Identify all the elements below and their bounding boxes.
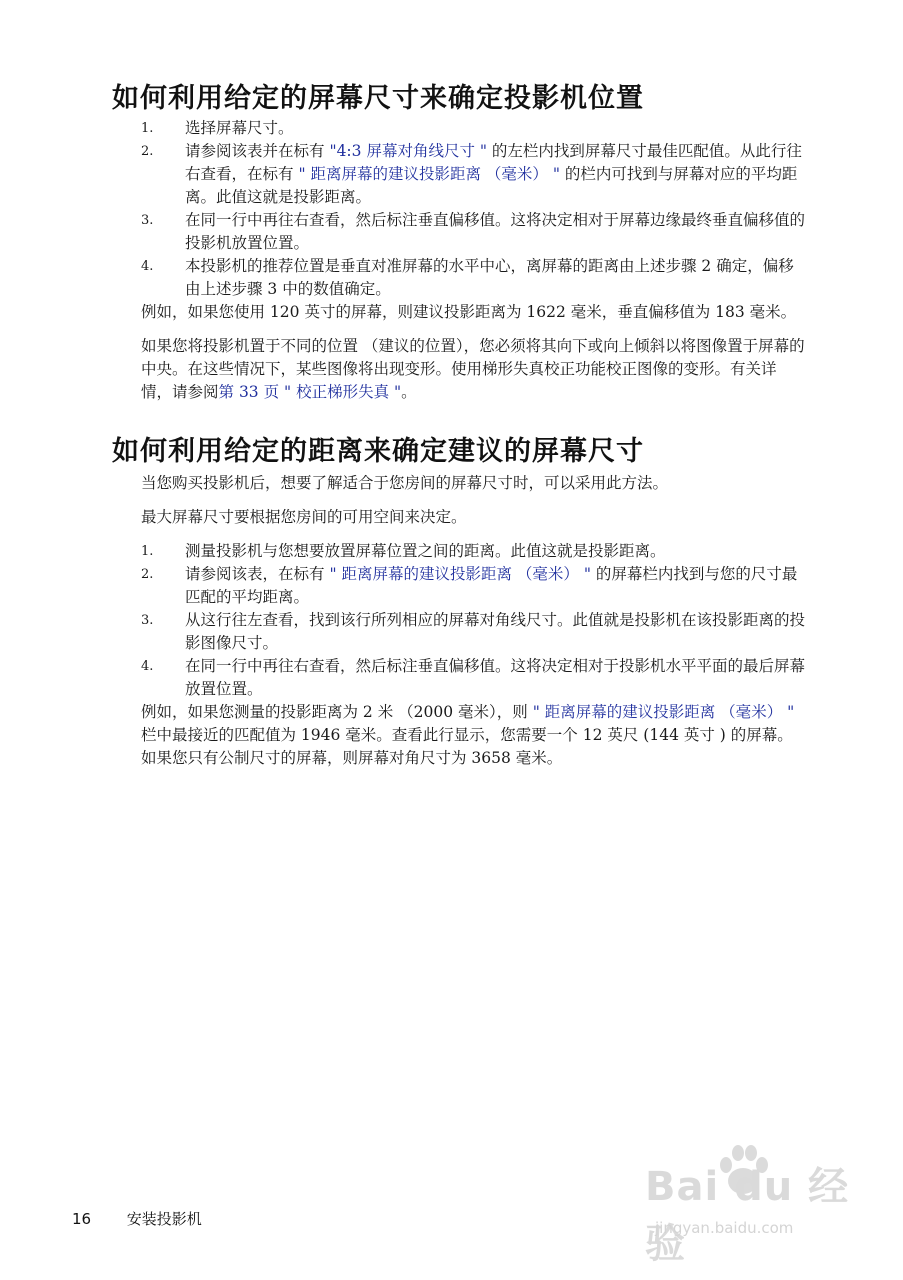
step-item [0, 140, 805, 209]
step-number: 1. [141, 544, 154, 559]
section2-body [0, 472, 903, 770]
watermark-logo: Bai du 经验 [645, 1164, 850, 1267]
cross-reference-link[interactable]: 第 33 页 " 校正梯形失真 " [218, 383, 402, 401]
step-number: 3. [141, 613, 154, 628]
footer-section-name: 安装投影机 [126, 1210, 202, 1228]
section2-steps [0, 540, 903, 701]
text-run: 的左栏内找到屏幕尺寸最佳匹配值。从此行往右查看，在标有 [185, 142, 802, 183]
cross-reference-link[interactable]: " 距离屏幕的建议投影距离 （毫米） " [329, 565, 591, 583]
text-run: 在同一行中再往右查看，然后标注垂直偏移值。这将决定相对于投影机水平平面的最后屏幕放置位置。 [185, 657, 806, 698]
text-run: 。 [401, 383, 417, 401]
section1-body [0, 117, 903, 404]
text-run: 选择屏幕尺寸。 [185, 119, 294, 137]
step-text [185, 119, 294, 137]
section2-title: 如何利用给定的距离来确定建议的屏幕尺寸 [112, 436, 644, 467]
step-number: 3. [141, 213, 154, 228]
example-paragraph: 例如，如果您使用 120 英寸的屏幕，则建议投影距离为 1622 毫米，垂直偏移值为 183 毫米。 [141, 303, 797, 321]
text-run: 请参阅该表并在标有 [185, 142, 330, 160]
text-run: 在同一行中再往右查看，然后标注垂直偏移值。这将决定相对于屏幕边缘最终垂直偏移值的投影机放置位置。 [185, 211, 806, 252]
text-run: 本投影机的推荐位置是垂直对准屏幕的水平中心，离屏幕的距离由上述步骤 2 确定，偏移由上述步骤 3 中的数值确定。 [185, 257, 794, 298]
text-run: 例如，如果您测量的投影距离为 2 米 （2000 毫米），则 [141, 703, 533, 721]
step-item [0, 609, 805, 655]
step-number: 2. [141, 144, 154, 159]
watermark-url: jingyan.baidu.com [655, 1219, 794, 1237]
section1-steps [0, 117, 903, 301]
cross-reference-link[interactable]: " 距离屏幕的建议投影距离 （毫米） " [532, 703, 795, 721]
text-run: 如果您将投影机置于不同的位置 （建议的位置），您必须将其向下或向上倾斜以将图像置于屏幕的中央。在这些情况下，某些图像将出现变形。使用梯形失真校正功能校正图像的变形。有关详情，请参阅 [141, 337, 805, 401]
intro-paragraph: 当您购买投影机后，想要了解适合于您房间的屏幕尺寸时，可以采用此方法。 [141, 474, 669, 492]
step-item [0, 655, 805, 701]
text-run: 的栏内可找到与屏幕对应的平均距离。此值这就是投影距离。 [185, 165, 798, 206]
page-footer [72, 1208, 202, 1229]
step-text [185, 142, 802, 206]
cross-reference-link[interactable]: " 距离屏幕的建议投影距离 （毫米） " [298, 165, 560, 183]
text-run: 的屏幕栏内找到与您的尺寸最匹配的平均距离。 [185, 565, 798, 606]
step-item [0, 563, 805, 609]
step-text [185, 565, 797, 606]
example-paragraph [0, 701, 805, 770]
step-number: 4. [141, 659, 154, 674]
step-text [185, 611, 805, 652]
text-run: 请参阅该表，在标有 [185, 565, 330, 583]
step-number: 1. [141, 121, 154, 136]
step-item [0, 540, 805, 563]
step-item [0, 209, 805, 255]
step-text [185, 257, 794, 298]
step-item [0, 117, 805, 140]
note-paragraph [0, 335, 805, 404]
cross-reference-link[interactable]: "4:3 屏幕对角线尺寸 " [329, 142, 487, 160]
text-run: 从这行往左查看，找到该行所列相应的屏幕对角线尺寸。此值就是投影机在该投影距离的投影图像尺寸。 [185, 611, 806, 652]
step-number: 2. [141, 567, 154, 582]
section1-title: 如何利用给定的屏幕尺寸来确定投影机位置 [112, 83, 644, 114]
text-run: 测量投影机与您想要放置屏幕位置之间的距离。此值这就是投影距离。 [185, 542, 666, 560]
step-number: 4. [141, 259, 154, 274]
step-item [0, 255, 805, 301]
watermark [635, 1135, 865, 1267]
text-run: 栏中最接近的匹配值为 1946 毫米。查看此行显示，您需要一个 12 英尺 (144 英寸 ) 的屏幕。如果您只有公制尺寸的屏幕，则屏幕对角尺寸为 3658 毫米。 [141, 726, 793, 767]
step-text [185, 211, 805, 252]
step-text [185, 542, 666, 560]
page-number: 16 [72, 1210, 92, 1228]
step-text [185, 657, 805, 698]
intro-paragraph: 最大屏幕尺寸要根据您房间的可用空间来决定。 [141, 508, 467, 526]
